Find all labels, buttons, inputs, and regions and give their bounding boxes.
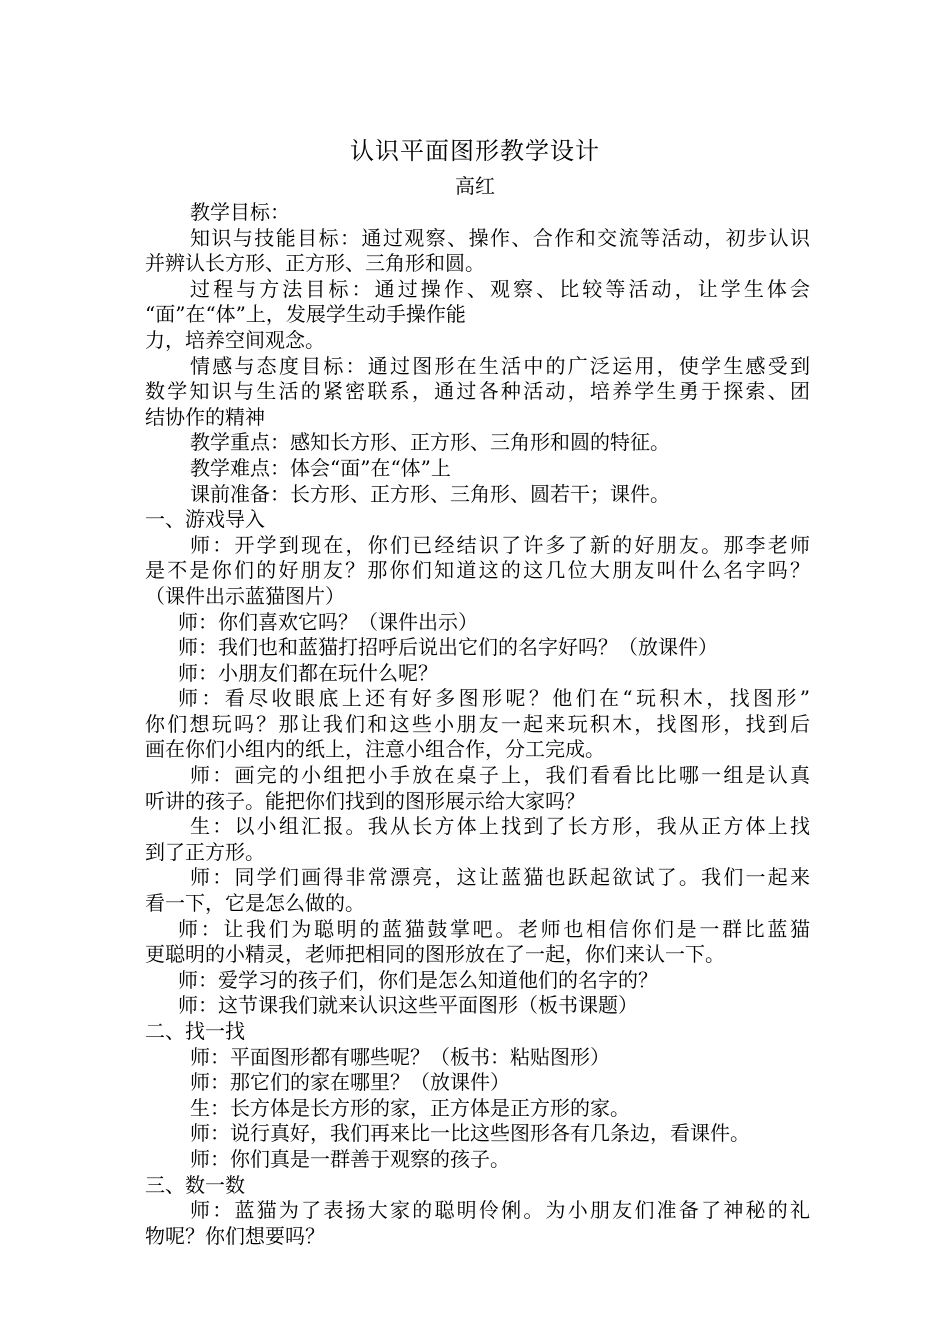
text-line: 师：画完的小组把小手放在桌子上，我们看看比比哪一组是认真 [190, 763, 810, 788]
text-line: 物呢？你们想要吗？ [145, 1223, 325, 1248]
text-line: 师：那它们的家在哪里？（放课件） [190, 1070, 510, 1095]
text-line: 数学知识与生活的紧密联系，通过各种活动，培养学生勇于探索、团 [145, 379, 810, 404]
text-line: 师：你们喜欢它吗？（课件出示） [178, 609, 478, 634]
text-line: （课件出示蓝猫图片） [145, 583, 345, 608]
text-line: 生：长方体是长方形的家，正方体是正方形的家。 [190, 1095, 630, 1120]
document-body [145, 200, 810, 1249]
text-line: 你们想玩吗？那让我们和这些小朋友一起来玩积木，找图形，找到后 [145, 711, 810, 736]
text-line: 到了正方形。 [145, 839, 265, 864]
text-line: 知识与技能目标：通过观察、操作、合作和交流等活动，初步认识 [190, 225, 810, 250]
text-line: 一、游戏导入 [145, 507, 265, 532]
document-author: 高红 [455, 174, 495, 198]
text-line: 三、数一数 [145, 1172, 245, 1197]
text-line: 师：你们真是一群善于观察的孩子。 [190, 1146, 510, 1171]
text-line: 教学难点：体会“面”在“体”上 [190, 455, 451, 480]
text-line: 师：爱学习的孩子们，你们是怎么知道他们的名字的？ [178, 967, 658, 992]
text-line: 课前准备：长方形、正方形、三角形、圆若干；课件。 [190, 481, 670, 506]
text-line: 是不是你们的好朋友？那你们知道这的这几位大朋友叫什么名字吗？ [145, 558, 810, 583]
text-line: 力，培养空间观念。 [145, 327, 325, 352]
text-line: 结协作的精神 [145, 404, 265, 429]
text-line: 师：开学到现在，你们已经结识了许多了新的好朋友。那李老师 [190, 532, 810, 557]
text-line: “面”在“体”上，发展学生动手操作能 [145, 302, 466, 327]
text-line: 生：以小组汇报。我从长方体上找到了长方形，我从正方体上找 [190, 814, 810, 839]
text-line: 并辨认长方形、正方形、三角形和圆。 [145, 251, 485, 276]
text-line: 师：平面图形都有哪些呢？（板书：粘贴图形） [190, 1044, 610, 1069]
text-line: 师：看尽收眼底上还有好多图形呢？他们在“玩积木，找图形” [178, 686, 810, 711]
text-line: 看一下，它是怎么做的。 [145, 891, 365, 916]
text-line: 二、找一找 [145, 1019, 245, 1043]
text-line: 听讲的孩子。能把你们找到的图形展示给大家吗？ [145, 788, 585, 813]
text-line: 更聪明的小精灵，老师把相同的图形放在了一起，你们来认一下。 [145, 942, 725, 967]
text-line: 教学目标： [190, 200, 290, 224]
text-line: 师：这节课我们就来认识这些平面图形（板书课题） [178, 993, 638, 1018]
text-line: 师：蓝猫为了表扬大家的聪明伶俐。为小朋友们准备了神秘的礼 [190, 1198, 810, 1223]
text-line: 师：我们也和蓝猫打招呼后说出它们的名字好吗？（放课件） [178, 635, 718, 660]
text-line: 教学重点：感知长方形、正方形、三角形和圆的特征。 [190, 430, 670, 455]
text-line: 师：小朋友们都在玩什么呢？ [178, 660, 438, 685]
document-title: 认识平面图形教学设计 [350, 137, 600, 165]
text-line: 师：说行真好，我们再来比一比这些图形各有几条边，看课件。 [190, 1121, 750, 1146]
text-line: 师：同学们画得非常漂亮，这让蓝猫也跃起欲试了。我们一起来 [190, 865, 810, 890]
text-line: 过程与方法目标：通过操作、观察、比较等活动，让学生体会 [190, 276, 810, 301]
text-line: 情感与态度目标：通过图形在生活中的广泛运用，使学生感受到 [190, 353, 810, 378]
text-line: 画在你们小组内的纸上，注意小组合作，分工完成。 [145, 737, 605, 762]
text-line: 师：让我们为聪明的蓝猫鼓掌吧。老师也相信你们是一群比蓝猫 [178, 916, 810, 941]
